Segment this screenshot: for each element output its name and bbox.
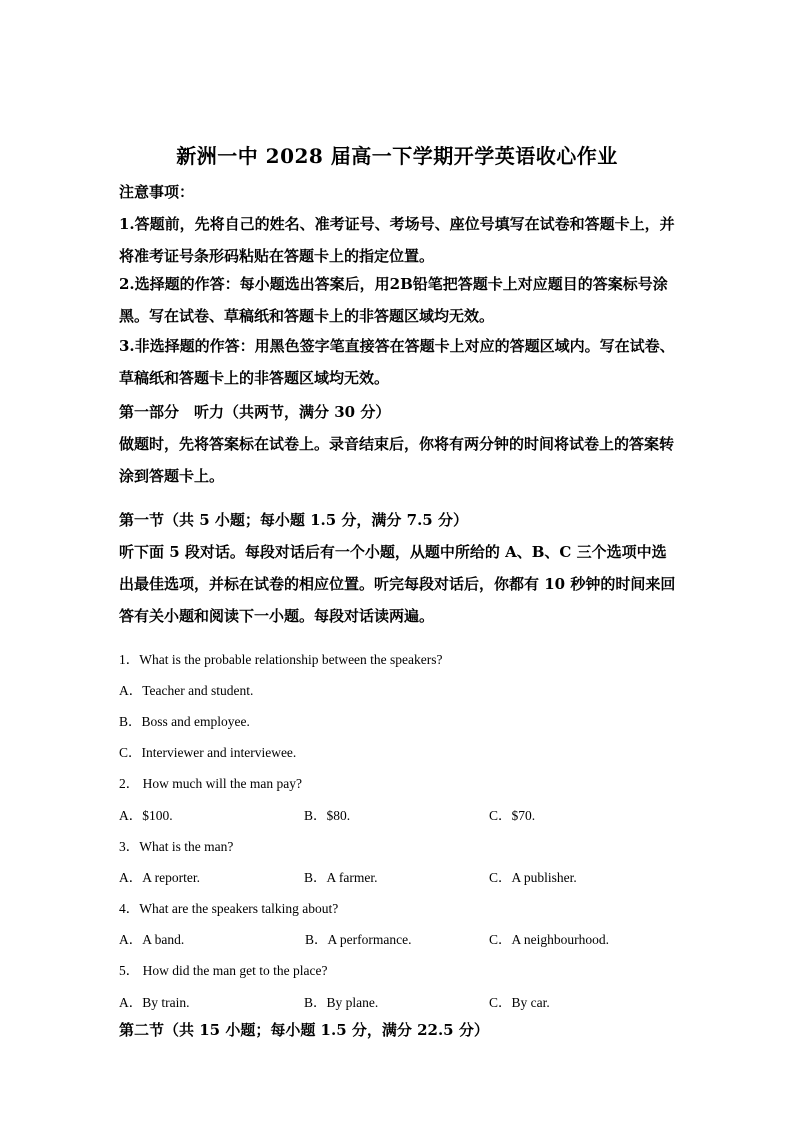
part1-heading: 第一部分 听力（共两节，满分 30 分） xyxy=(119,403,391,421)
question-1 xyxy=(119,648,679,668)
option-b: B．A farmer. xyxy=(304,870,378,885)
option-b: B．A performance. xyxy=(305,932,412,947)
question-text: 5． How did the man get to the place? xyxy=(119,963,328,978)
option-text: C．Interviewer and interviewee. xyxy=(119,745,297,760)
section1-heading: 第一节（共 5 小题；每小题 1.5 分，满分 7.5 分） xyxy=(119,511,468,529)
q1-option-a xyxy=(119,679,679,699)
q1-option-c xyxy=(119,741,679,761)
question-text: 4．What are the speakers talking about? xyxy=(119,901,339,916)
option-b: B．$80. xyxy=(304,808,351,823)
option-c: C．By car. xyxy=(489,995,550,1010)
option-c: C．$70. xyxy=(489,808,536,823)
section2-heading: 第二节（共 15 小题；每小题 1.5 分，满分 22.5 分） xyxy=(119,1021,489,1039)
question-text: 3．What is the man? xyxy=(119,839,234,854)
question-text: 1．What is the probable relationship between the speakers? xyxy=(119,652,443,667)
option-a: A．By train. xyxy=(119,995,190,1010)
question-3 xyxy=(119,835,679,855)
option-text: B．Boss and employee. xyxy=(119,714,250,729)
part1-instructions: 做题时，先将答案标在试卷上。录音结束后，你将有两分钟的时间将试卷上的答案转涂到答题卡上。 xyxy=(119,435,675,485)
notice-item-1: 1.答题前，先将自己的姓名、准考证号、考场号、座位号填写在试卷和答题卡上，并将准考证号条形码粘贴在答题卡上的指定位置。 xyxy=(119,215,675,265)
section1-instructions: 听下面 5 段对话。每段对话后有一个小题，从题中所给的 A、B、C 三个选项中选出最佳选项，并标在试卷的相应位置。听完每段对话后，你都有 10 秒钟的时间来回答有关小题和阅读下一小题。每段对话读两遍。 xyxy=(119,543,676,625)
q2-options xyxy=(119,804,679,824)
page-title: 新洲一中 2028 届高一下学期开学英语收心作业 xyxy=(176,144,618,168)
notice-item-2: 2.选择题的作答：每小题选出答案后，用2B铅笔把答题卡上对应题目的答案标号涂黑。写在试卷、草稿纸和答题卡上的非答题区域均无效。 xyxy=(119,275,668,325)
notice-heading: 注意事项： xyxy=(119,183,195,201)
q3-options xyxy=(119,866,679,886)
q5-options xyxy=(119,991,679,1011)
question-text: 2． How much will the man pay? xyxy=(119,776,302,791)
question-2 xyxy=(119,772,679,792)
question-4 xyxy=(119,897,679,917)
q1-option-b xyxy=(119,710,679,730)
notice-item-3: 3.非选择题的作答：用黑色签字笔直接答在答题卡上对应的答题区域内。写在试卷、草稿纸和答题卡上的非答题区域均无效。 xyxy=(119,337,675,387)
q4-options xyxy=(119,928,679,948)
option-c: C．A neighbourhood. xyxy=(489,932,609,947)
option-a: A．$100. xyxy=(119,808,173,823)
option-a: A．A reporter. xyxy=(119,870,200,885)
option-a: A．A band. xyxy=(119,932,185,947)
option-text: A．Teacher and student. xyxy=(119,683,254,698)
option-b: B．By plane. xyxy=(304,995,379,1010)
question-5 xyxy=(119,959,679,979)
option-c: C．A publisher. xyxy=(489,870,577,885)
